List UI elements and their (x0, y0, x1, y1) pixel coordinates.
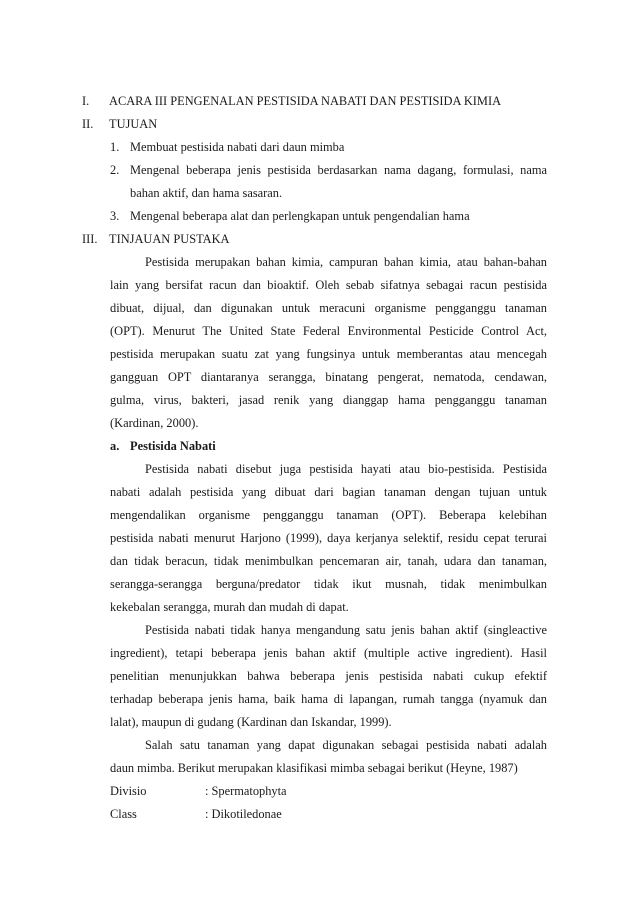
paragraph-2-line: nabati adalah pestisida yang dibuat dari bagian tanaman dengan tujuan untuk (110, 485, 547, 499)
paragraph-1-line: lain yang bersifat racun dan bioaktif. Oleh sebab sifatnya sebagai racun pestisida (110, 278, 547, 292)
tujuan-item-2-line-2: bahan aktif, dan hama sasaran. (130, 186, 283, 200)
heading-1-number: I. (82, 94, 90, 108)
subheading-a-label: a. (110, 439, 120, 453)
heading-3-number: III. (82, 232, 98, 246)
paragraph-2-line: mengendalikan organisme pengganggu tanaman (OPT). Beberapa kelebihan (110, 508, 547, 522)
tujuan-item-1: Membuat pestisida nabati dari daun mimba (130, 140, 345, 154)
paragraph-3-line: terhadap beberapa jenis hama, baik hama di lapangan, rumah tangga (nyamuk dan (110, 692, 547, 706)
paragraph-1-line: pestisida merupakan suatu zat yang fungsinya untuk memberantas atau mencegah (110, 347, 547, 361)
heading-3-title: TINJAUAN PUSTAKA (109, 232, 230, 246)
heading-1-title: ACARA III PENGENALAN PESTISIDA NABATI DAN PESTISIDA KIMIA (109, 94, 502, 108)
paragraph-1-line: (Kardinan, 2000). (110, 416, 199, 430)
paragraph-1-line: (OPT). Menurut The United State Federal Environmental Pesticide Control Act, (110, 324, 547, 338)
paragraph-4-line: daun mimba. Berikut merupakan klasifikasi mimba sebagai berikut (Heyne, 1987) (110, 761, 518, 775)
paragraph-4-line: Salah satu tanaman yang dapat digunakan sebagai pestisida nabati adalah (145, 738, 547, 752)
tujuan-item-1-number: 1. (110, 140, 120, 154)
paragraph-3-line: ingredient), tetapi beberapa jenis bahan aktif (multiple active ingredient). Hasil (110, 646, 547, 660)
klasifikasi-label: Class (110, 807, 137, 821)
paragraph-1-line: dibuat, dijual, dan digunakan untuk meracuni organisme pengganggu tanaman (110, 301, 547, 315)
paragraph-2-line: Pestisida nabati disebut juga pestisida hayati atau bio-pestisida. Pestisida (145, 462, 547, 476)
paragraph-3-line: lalat), maupun di gudang (Kardinan dan Iskandar, 1999). (110, 715, 392, 729)
tujuan-item-3-number: 3. (110, 209, 120, 223)
tujuan-item-2-line-1: Mengenal beberapa jenis pestisida berdasarkan nama dagang, formulasi, nama (130, 163, 547, 177)
paragraph-3-line: Pestisida nabati tidak hanya mengandung satu jenis bahan aktif (singleactive (145, 623, 547, 637)
paragraph-1-line: gulma, virus, bakteri, jasad renik yang dianggap hama pengganggu tanaman (110, 393, 547, 407)
klasifikasi-label: Divisio (110, 784, 147, 798)
klasifikasi-value: : Spermatophyta (205, 784, 287, 798)
paragraph-2-line: dan tidak beracun, tidak menimbulkan pencemaran air, tanah, udara dan tanaman, (110, 554, 547, 568)
heading-2-number: II. (82, 117, 94, 131)
paragraph-1-line: gangguan OPT diantaranya serangga, binatang pengerat, nematoda, cendawan, (110, 370, 547, 384)
paragraph-1-line: Pestisida merupakan bahan kimia, campuran bahan kimia, atau bahan-bahan (145, 255, 547, 269)
heading-2-title: TUJUAN (109, 117, 158, 131)
subheading-a-title: Pestisida Nabati (130, 439, 216, 453)
tujuan-item-3: Mengenal beberapa alat dan perlengkapan untuk pengendalian hama (130, 209, 470, 223)
paragraph-3-line: penelitian menunjukkan bahwa beberapa jenis pestisida nabati cukup efektif (110, 669, 547, 683)
paragraph-2-line: serangga-serangga berguna/predator tidak ikut musnah, tidak menimbulkan (110, 577, 547, 591)
tujuan-item-2-number: 2. (110, 163, 120, 177)
paragraph-2-line: kekebalan serangga, murah dan mudah di dapat. (110, 600, 349, 614)
klasifikasi-value: : Dikotiledonae (205, 807, 282, 821)
paragraph-2-line: pestisida nabati menurut Harjono (1999), daya kerjanya selektif, residu cepat terurai (110, 531, 547, 545)
